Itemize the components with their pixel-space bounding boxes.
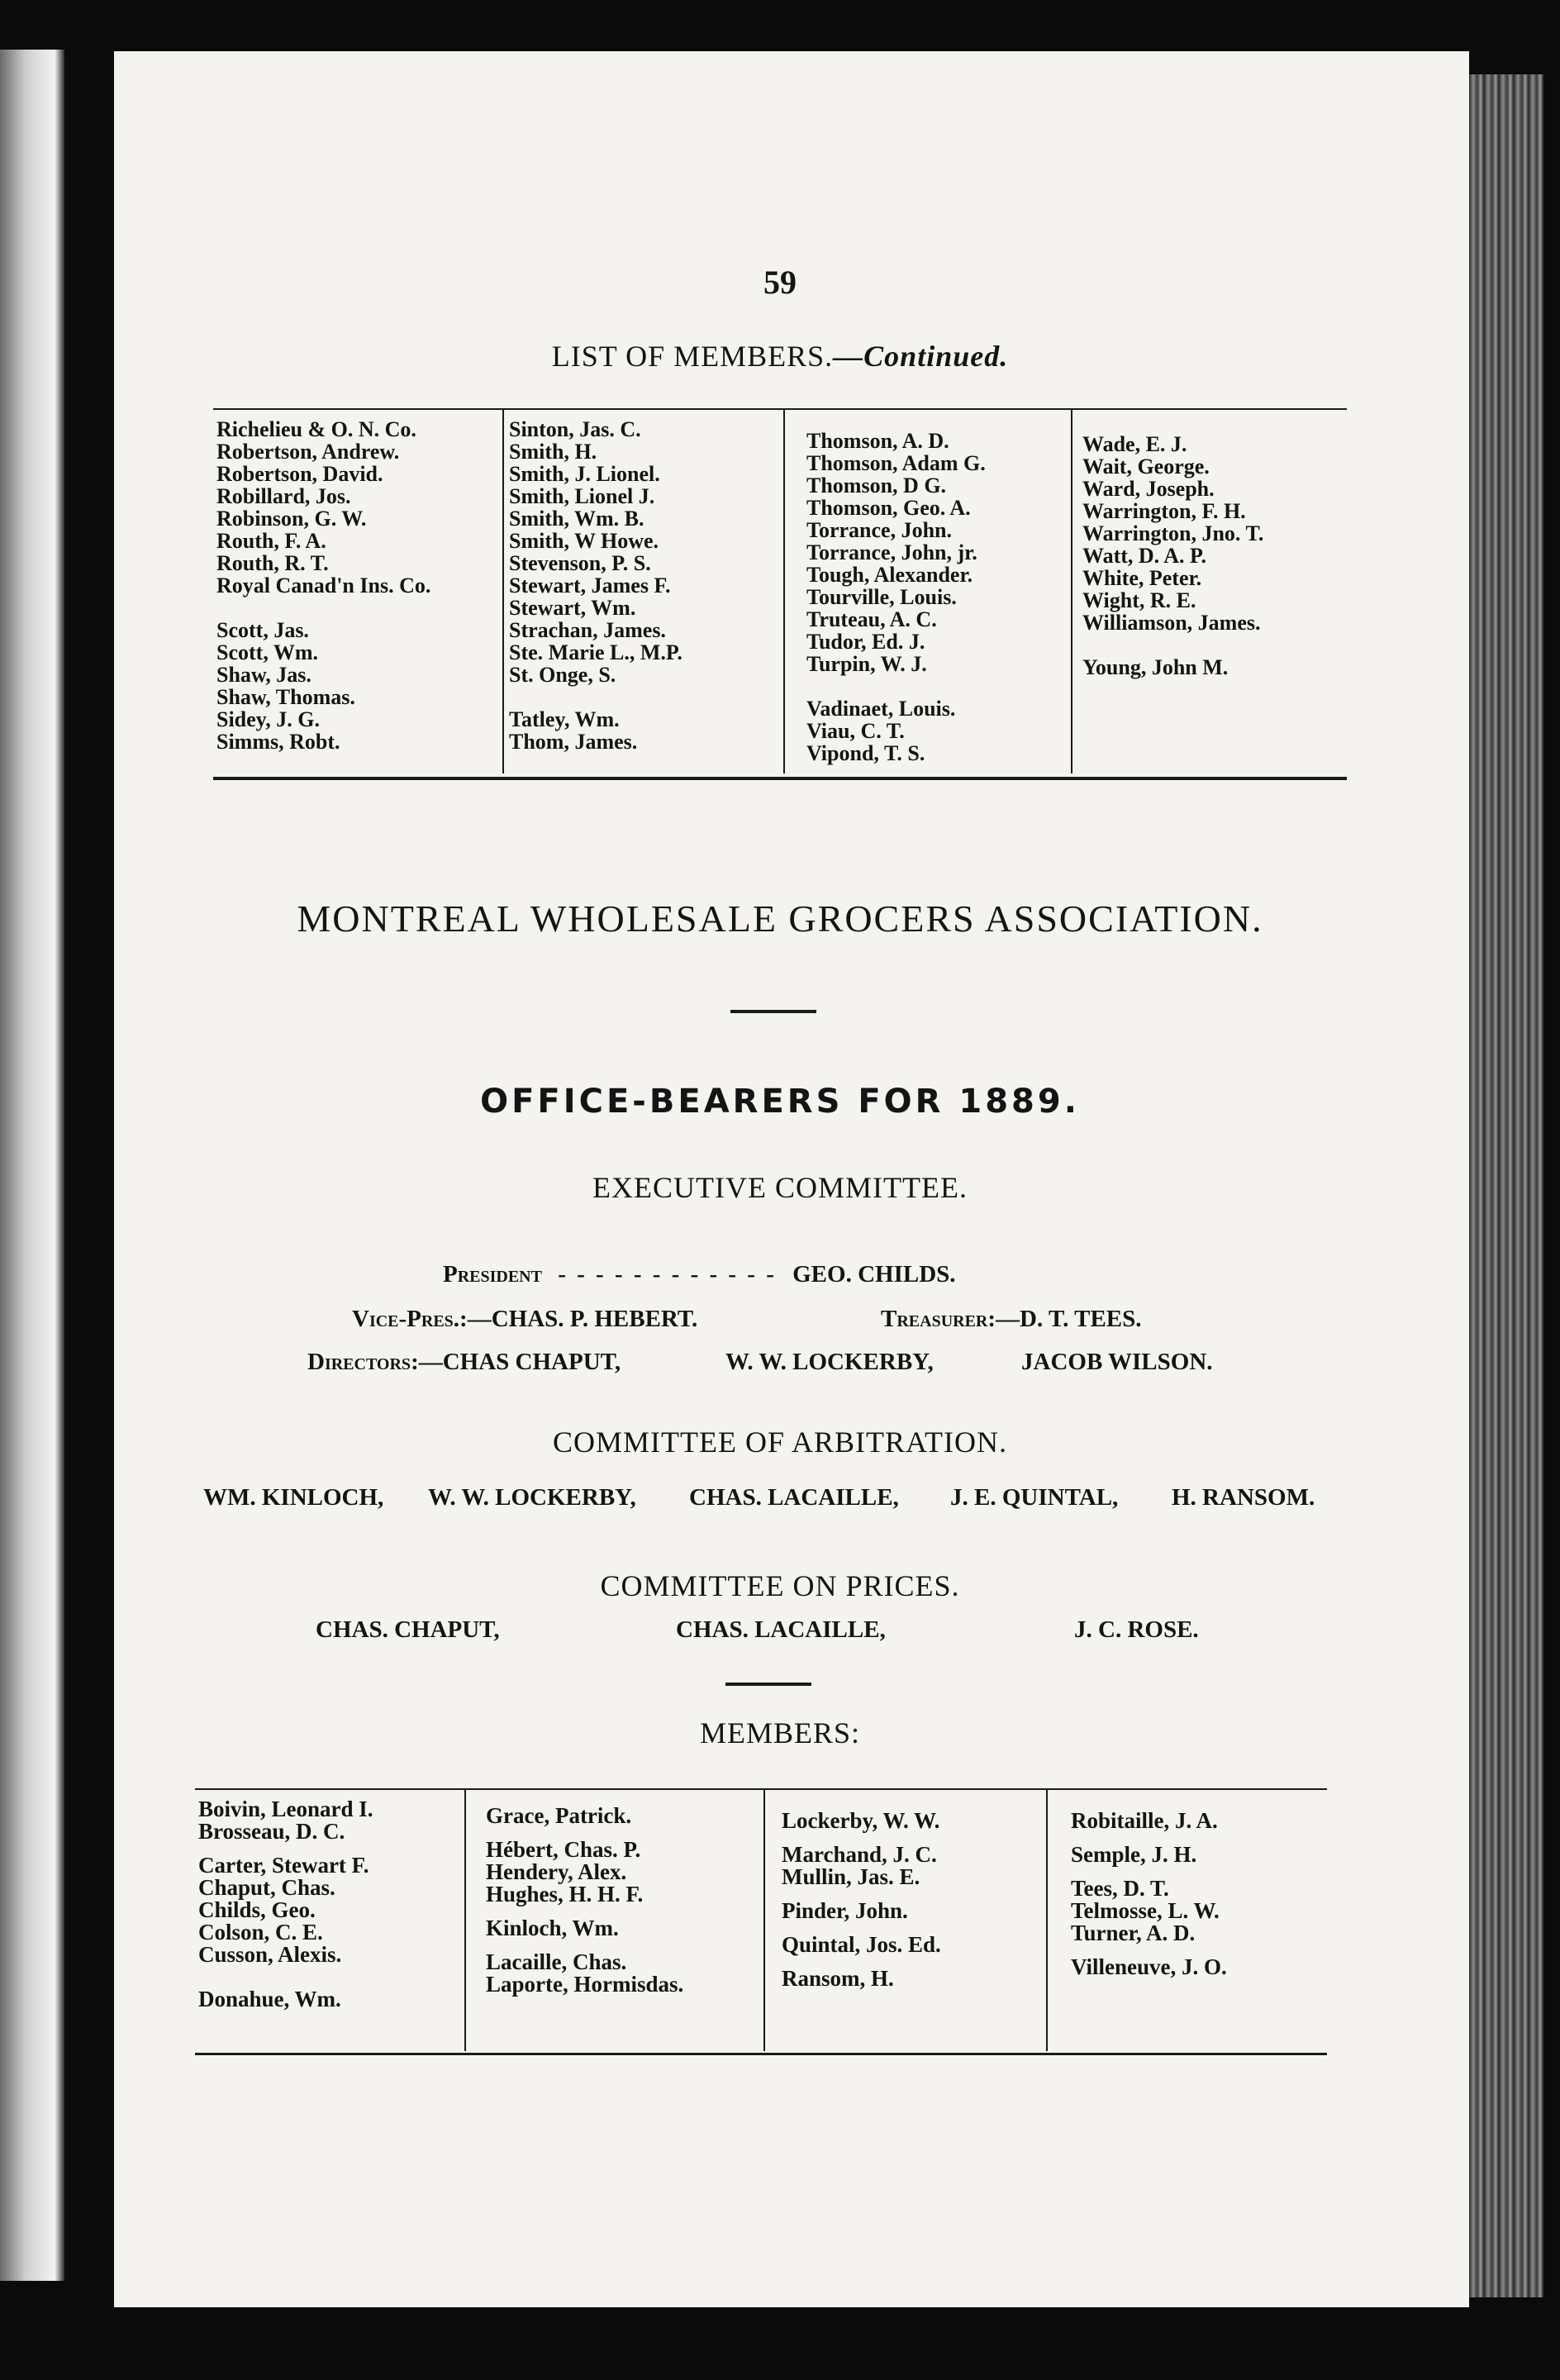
list-column-divider xyxy=(1071,410,1072,774)
member-item: Laporte, Hormisdas. xyxy=(486,1972,684,1997)
arbitration-member: CHAS. LACAILLE, xyxy=(689,1484,899,1511)
list-item: Robertson, David. xyxy=(216,462,383,486)
president-name: GEO. CHILDS. xyxy=(792,1261,956,1288)
member-gap xyxy=(198,1966,373,1988)
list-item: Smith, W Howe. xyxy=(509,529,659,553)
list-item: Ste. Marie L., M.P. xyxy=(509,640,682,664)
members-column-2 xyxy=(486,1805,683,1996)
section-divider xyxy=(730,1010,816,1013)
member-item: Mullin, Jas. E. xyxy=(782,1864,920,1889)
president-line xyxy=(443,1261,956,1288)
member-item: Boivin, Leonard I. xyxy=(198,1797,373,1821)
list-title xyxy=(0,339,1560,374)
member-item: Hughes, H. H. F. xyxy=(486,1882,644,1906)
list-gap xyxy=(1082,634,1263,656)
list-item: Simms, Robt. xyxy=(216,730,340,754)
list-item: Sinton, Jas. C. xyxy=(509,417,641,441)
arbitration-title: COMMITTEE OF ARBITRATION. xyxy=(552,1426,1007,1459)
list-item: Truteau, A. C. xyxy=(806,607,937,631)
list-column-divider xyxy=(502,410,504,774)
member-item: Marchand, J. C. xyxy=(782,1842,937,1867)
list-item: Watt, D. A. P. xyxy=(1082,544,1206,568)
list-item: White, Peter. xyxy=(1082,566,1202,590)
list-column-1 xyxy=(216,418,430,753)
list-item: Stewart, James F. xyxy=(509,574,671,597)
vice-president-line xyxy=(352,1306,697,1333)
vice-president-name: :—CHAS. P. HEBERT. xyxy=(459,1306,698,1332)
members-bottom-rule xyxy=(195,2053,1327,2055)
list-item: Routh, F. A. xyxy=(216,529,326,553)
list-item: Vipond, T. S. xyxy=(806,741,925,765)
facing-page-edge xyxy=(0,50,64,2281)
member-item: Tees, D. T. xyxy=(1071,1876,1169,1901)
member-item: Donahue, Wm. xyxy=(198,1987,341,2011)
list-item: Robertson, Andrew. xyxy=(216,440,400,464)
list-item: Williamson, James. xyxy=(1082,611,1261,635)
list-item: Torrance, John, jr. xyxy=(806,540,977,564)
list-item: Smith, H. xyxy=(509,440,597,464)
prices-member: J. C. ROSE. xyxy=(1074,1616,1199,1643)
list-item: Tudor, Ed. J. xyxy=(806,630,925,654)
member-item: Pinder, John. xyxy=(782,1898,908,1923)
list-item: Viau, C. T. xyxy=(806,719,905,743)
list-item: Vadinaet, Louis. xyxy=(806,697,956,721)
list-item: Stevenson, P. S. xyxy=(509,551,651,575)
list-item: Ward, Joseph. xyxy=(1082,477,1215,501)
members-top-rule xyxy=(195,1788,1327,1790)
members-column-1 xyxy=(198,1798,373,2011)
list-item: Thomson, A. D. xyxy=(806,429,949,453)
member-item: Semple, J. H. xyxy=(1071,1842,1197,1867)
president-label: President xyxy=(443,1261,542,1288)
list-item: Robillard, Jos. xyxy=(216,484,351,508)
member-item: Turner, A. D. xyxy=(1071,1921,1196,1945)
office-bearers-title: OFFICE-BEARERS FOR 1889. xyxy=(480,1083,1080,1121)
member-item: Hendery, Alex. xyxy=(486,1859,627,1884)
list-item: Shaw, Jas. xyxy=(216,663,312,687)
list-title-continued: —Continued. xyxy=(833,340,1009,373)
list-column-3 xyxy=(806,430,986,764)
arbitration-member: W. W. LOCKERBY, xyxy=(428,1484,636,1511)
list-item: Strachan, James. xyxy=(509,618,666,642)
member-item: Ransom, H. xyxy=(782,1966,894,1991)
list-item: Tatley, Wm. xyxy=(509,707,620,731)
list-item: Thomson, Adam G. xyxy=(806,451,986,475)
list-item: Wade, E. J. xyxy=(1082,432,1187,456)
members-column-4 xyxy=(1071,1810,1227,1978)
member-item: Villeneuve, J. O. xyxy=(1071,1954,1227,1979)
list-column-2 xyxy=(509,418,682,753)
members-column-3 xyxy=(782,1810,941,1990)
association-title: MONTREAL WHOLESALE GROCERS ASSOCIATION. xyxy=(297,897,1263,940)
page-number: 59 xyxy=(763,264,797,301)
member-item: Quintal, Jos. Ed. xyxy=(782,1932,941,1957)
prices-member: CHAS. CHAPUT, xyxy=(316,1616,500,1643)
member-item: Chaput, Chas. xyxy=(198,1875,335,1900)
member-item: Lockerby, W. W. xyxy=(782,1808,940,1833)
list-item: Stewart, Wm. xyxy=(509,596,636,620)
list-item: Royal Canad'n Ins. Co. xyxy=(216,574,431,597)
list-item: St. Onge, S. xyxy=(509,663,616,687)
members-title: MEMBERS: xyxy=(699,1716,861,1749)
arbitration-member: WM. KINLOCH, xyxy=(203,1484,384,1511)
list-item: Torrance, John. xyxy=(806,518,952,542)
list-item: Tough, Alexander. xyxy=(806,563,973,587)
list-gap xyxy=(806,675,986,697)
list-top-rule xyxy=(213,408,1347,410)
list-item: Scott, Jas. xyxy=(216,618,309,642)
members-column-divider xyxy=(1046,1790,1048,2051)
list-item: Scott, Wm. xyxy=(216,640,319,664)
member-item: Grace, Patrick. xyxy=(486,1803,632,1828)
member-item: Telmosse, L. W. xyxy=(1071,1898,1220,1923)
list-item: Smith, Wm. B. xyxy=(509,507,644,531)
list-item: Young, John M. xyxy=(1082,655,1229,679)
member-item: Childs, Geo. xyxy=(198,1897,316,1922)
member-item: Colson, C. E. xyxy=(198,1920,323,1944)
member-item: Brosseau, D. C. xyxy=(198,1819,345,1844)
list-column-4 xyxy=(1082,433,1263,678)
treasurer-label: Treasurer xyxy=(881,1306,988,1332)
list-item: Warrington, Jno. T. xyxy=(1082,521,1264,545)
list-item: Richelieu & O. N. Co. xyxy=(216,417,416,441)
list-item: Warrington, F. H. xyxy=(1082,499,1246,523)
list-title-text: LIST OF MEMBERS. xyxy=(551,340,834,373)
members-column-divider xyxy=(763,1790,765,2051)
list-item: Shaw, Thomas. xyxy=(216,685,355,709)
list-column-divider xyxy=(783,410,785,774)
list-item: Thomson, Geo. A. xyxy=(806,496,971,520)
list-item: Routh, R. T. xyxy=(216,551,329,575)
directors-label: Directors xyxy=(307,1349,411,1375)
member-item: Robitaille, J. A. xyxy=(1071,1808,1218,1833)
list-gap xyxy=(216,597,430,619)
list-item: Wait, George. xyxy=(1082,455,1210,478)
directors-label-line xyxy=(307,1349,621,1376)
list-item: Wight, R. E. xyxy=(1082,588,1196,612)
president-leader: - - - - - - - - - - - - xyxy=(558,1261,777,1288)
member-item: Lacaille, Chas. xyxy=(486,1949,627,1974)
director-name: JACOB WILSON. xyxy=(1021,1349,1213,1375)
member-item: Cusson, Alexis. xyxy=(198,1942,342,1967)
directors-separator: :— xyxy=(411,1349,443,1375)
prices-committee-title: COMMITTEE ON PRICES. xyxy=(600,1569,960,1602)
list-bottom-rule xyxy=(213,777,1347,780)
list-item: Robinson, G. W. xyxy=(216,507,367,531)
vice-president-label: Vice-Pres. xyxy=(352,1306,460,1332)
section-divider xyxy=(725,1683,811,1686)
list-gap xyxy=(509,686,682,708)
treasurer-line xyxy=(881,1306,1142,1333)
treasurer-name: :—D. T. TEES. xyxy=(987,1306,1142,1332)
arbitration-member: H. RANSOM. xyxy=(1172,1484,1315,1511)
director-name: W. W. LOCKERBY, xyxy=(725,1349,934,1375)
list-item: Tourville, Louis. xyxy=(806,585,957,609)
members-column-divider xyxy=(464,1790,466,2051)
prices-member: CHAS. LACAILLE, xyxy=(676,1616,886,1643)
list-item: Smith, J. Lionel. xyxy=(509,462,660,486)
executive-committee-title: EXECUTIVE COMMITTEE. xyxy=(592,1171,968,1204)
member-item: Hébert, Chas. P. xyxy=(486,1837,641,1862)
member-item: Kinloch, Wm. xyxy=(486,1916,619,1940)
arbitration-member: J. E. QUINTAL, xyxy=(950,1484,1119,1511)
list-item: Smith, Lionel J. xyxy=(509,484,655,508)
member-item: Carter, Stewart F. xyxy=(198,1853,369,1878)
list-item: Turpin, W. J. xyxy=(806,652,927,676)
list-item: Thomson, D G. xyxy=(806,474,947,497)
list-item: Thom, James. xyxy=(509,730,638,754)
director-name: CHAS CHAPUT, xyxy=(442,1349,621,1375)
list-item: Sidey, J. G. xyxy=(216,707,320,731)
